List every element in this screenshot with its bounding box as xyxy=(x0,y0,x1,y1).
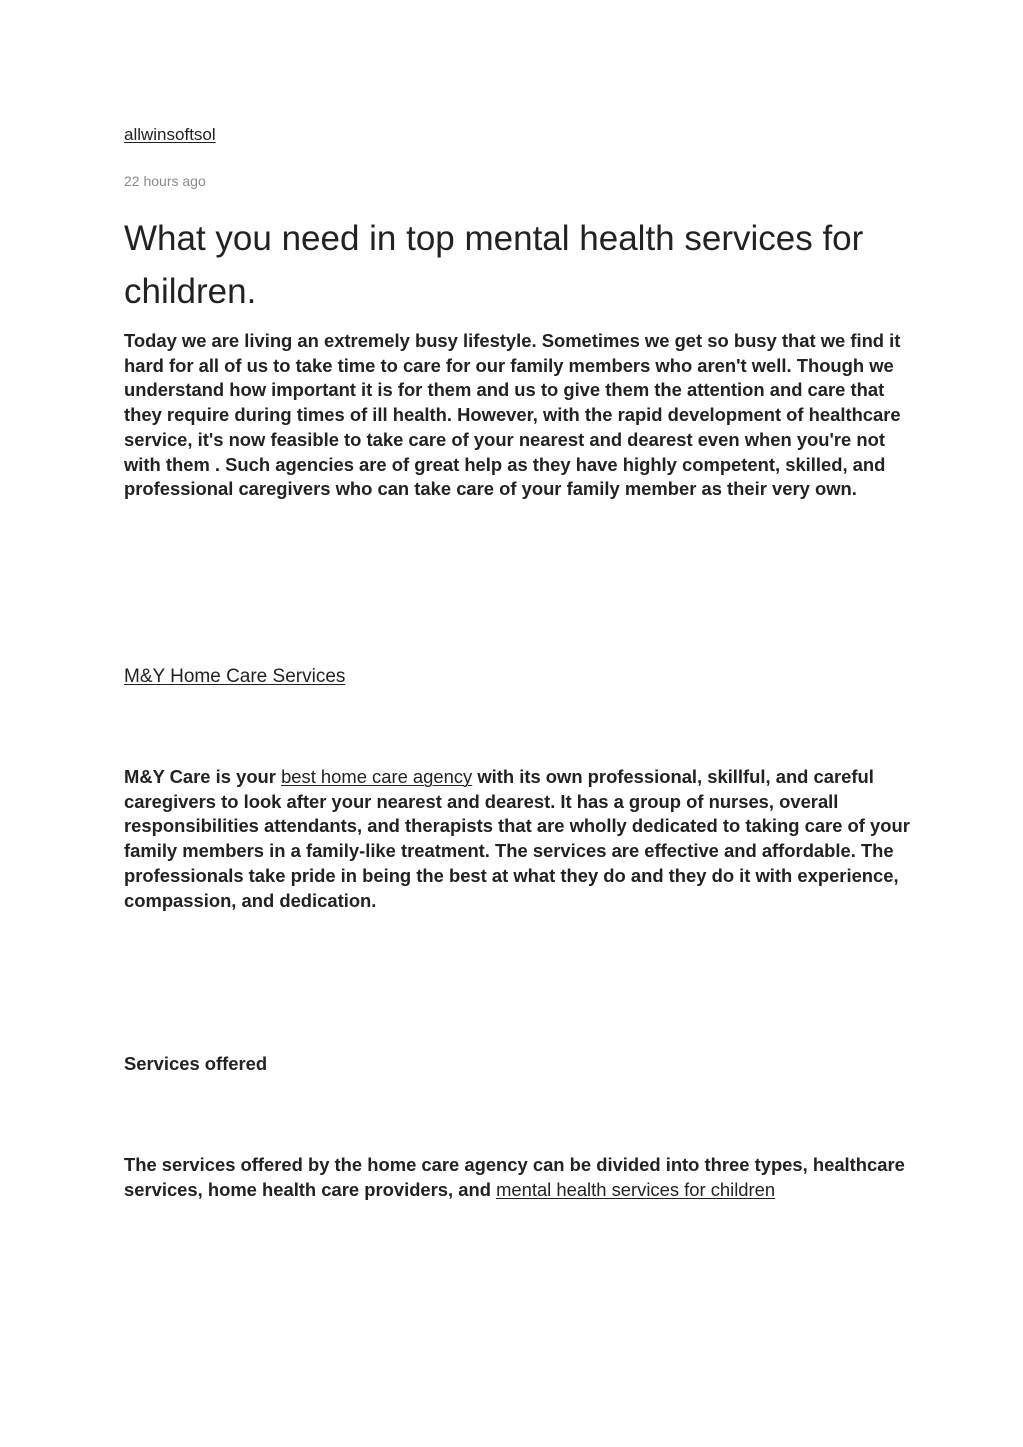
mental-health-services-link[interactable]: mental health services for children xyxy=(496,1178,776,1200)
care-paragraph xyxy=(124,765,914,913)
care-text-after: with its own professional, skillful, and careful caregivers to look after your nearest and dearest. It has a group of nurses, overall responsibilities attendants, and therapists that are wholly dedicated to taking care of your family members in a family-like treatment. The services are effective and affordable. The professionals take pride in being the best at what they do and they do it with experience, compassion, and dedication. xyxy=(124,766,910,911)
intro-paragraph: Today we are living an extremely busy lifestyle. Sometimes we get so busy that we find it hard for all of us to take time to care for our family members who aren't well. Though we understand how important it is for them and us to give them the attention and care that they require during times of ill health. However, with the rapid development of healthcare service, it's now feasible to take care of your nearest and dearest even when you're not with them . Such agencies are of great help as they have highly competent, skilled, and professional caregivers who can take care of your family member as their very own. xyxy=(124,330,901,500)
post-timestamp: 22 hours ago xyxy=(124,173,206,189)
services-paragraph xyxy=(124,1153,914,1202)
page-title: What you need in top mental health services for children. xyxy=(124,219,864,311)
best-home-care-agency-link[interactable]: best home care agency xyxy=(281,766,473,787)
company-link[interactable]: M&Y Home Care Services xyxy=(124,666,346,687)
care-text-before: M&Y Care is your xyxy=(124,766,282,787)
author-link[interactable]: allwinsoftsol xyxy=(124,125,216,144)
services-text-before: The services offered by the home care agency can be divided into three types, healthcare services, home health care providers, and xyxy=(124,1154,905,1200)
services-heading: Services offered xyxy=(124,1053,268,1074)
